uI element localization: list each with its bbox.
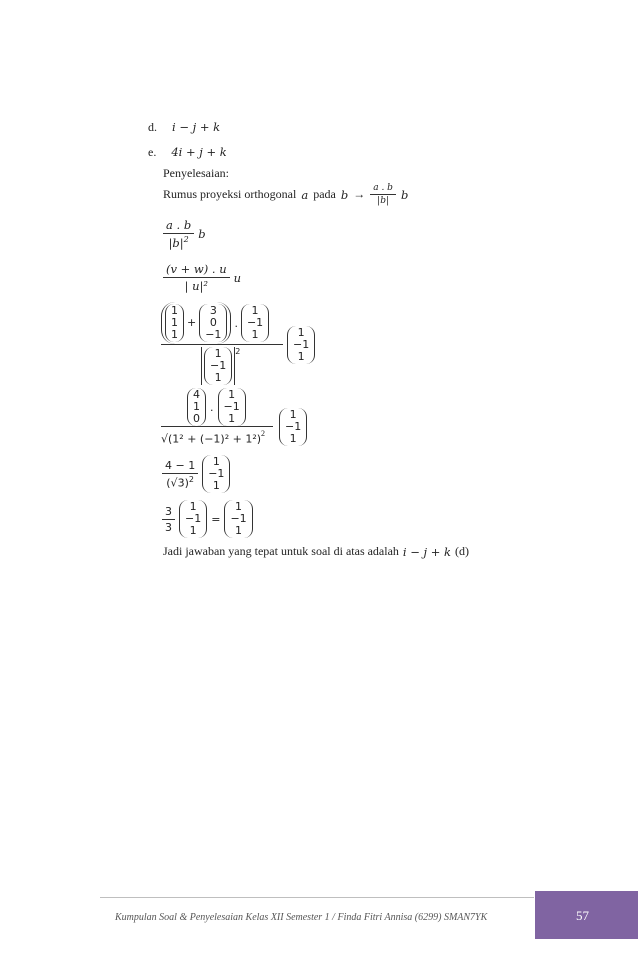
vector-u-den: 1 −1 1 bbox=[204, 347, 232, 385]
vector-u-tail: 1 −1 1 bbox=[287, 326, 315, 364]
footer-divider bbox=[100, 897, 534, 898]
conclusion-expr: i − j + k bbox=[402, 544, 452, 559]
equals-sign: = bbox=[211, 512, 221, 526]
formula-num: a . b bbox=[370, 183, 396, 195]
vector-v: 1 1 1 bbox=[165, 304, 184, 342]
step3-fraction-bar bbox=[161, 344, 283, 345]
step5-num: 4 − 1 bbox=[162, 459, 198, 474]
plus-sign: + bbox=[187, 316, 197, 329]
option-e-expr: 4i + j + k bbox=[171, 145, 227, 159]
page-number: 57 bbox=[576, 908, 589, 923]
option-e bbox=[148, 145, 227, 160]
vector-w: 3 0 −1 bbox=[199, 304, 227, 342]
step1-fraction bbox=[163, 218, 194, 250]
step1-den: |b| bbox=[168, 235, 184, 250]
formula-line bbox=[163, 183, 408, 206]
step6-num: 3 bbox=[162, 505, 175, 520]
conclusion-choice: (d) bbox=[455, 544, 470, 558]
vector-u-step4: 1 −1 1 bbox=[218, 388, 246, 426]
formula-vec-a: a bbox=[301, 187, 309, 202]
footer-text: Kumpulan Soal & Penyelesaian Kelas XII Semester 1 / Finda Fitri Annisa (6299) SMAN7YK bbox=[115, 912, 488, 923]
formula-tail: b bbox=[400, 187, 409, 202]
option-d bbox=[148, 120, 220, 135]
step6-den: 3 bbox=[165, 520, 172, 534]
step5-den: (√3) bbox=[166, 476, 189, 490]
step4-denominator: $√(1^2 + (-1)^2 + 1^2)^2$ bbox=[161, 429, 266, 446]
step1-den-exp: 2 bbox=[183, 235, 189, 244]
option-d-label: d. bbox=[148, 120, 157, 134]
formula-on: pada bbox=[313, 187, 336, 201]
conclusion-text: Jadi jawaban yang tepat untuk soal di atas adalah bbox=[163, 544, 399, 558]
vector-u-step4-tail: 1 −1 1 bbox=[279, 408, 307, 446]
step2-fraction bbox=[163, 262, 230, 293]
step3-norm bbox=[201, 347, 235, 385]
step2-num: (v + w) . u bbox=[163, 262, 230, 278]
dot-sign: . bbox=[234, 316, 238, 330]
step1-num: a . b bbox=[163, 218, 194, 234]
step-6 bbox=[162, 500, 253, 538]
step-1 bbox=[163, 218, 206, 250]
formula-arrow: → bbox=[353, 187, 366, 201]
step3-numerator bbox=[161, 302, 269, 344]
vector-sum: 4 1 0 bbox=[187, 388, 206, 426]
step1-tail: b bbox=[198, 226, 206, 241]
formula-text: Rumus proyeksi orthogonal bbox=[163, 187, 297, 201]
step2-den: | u|² bbox=[184, 279, 209, 293]
option-e-label: e. bbox=[148, 145, 157, 159]
vector-u-num: 1 −1 1 bbox=[241, 304, 269, 342]
step4-fraction-bar bbox=[161, 426, 273, 427]
step-5 bbox=[162, 455, 230, 493]
step4-den: √(1² + (−1)² + 1²) bbox=[161, 432, 262, 446]
step3-exp: 2 bbox=[235, 347, 241, 356]
solution-heading: Penyelesaian: bbox=[163, 166, 229, 180]
step3-denominator bbox=[201, 347, 240, 385]
formula-fraction bbox=[370, 183, 396, 206]
step4-tail bbox=[279, 408, 307, 446]
option-d-expr: i − j + k bbox=[172, 120, 221, 134]
step1-den-wrap bbox=[165, 234, 191, 250]
step3-tail bbox=[287, 326, 315, 364]
step4-numerator: 4 1 0 . 1 −1 1 bbox=[187, 388, 246, 426]
step6-fraction bbox=[162, 505, 175, 534]
step-2 bbox=[163, 262, 241, 293]
vector-u-step5: 1 −1 1 bbox=[202, 455, 230, 493]
step5-fraction bbox=[162, 459, 198, 490]
step5-den-wrap: $(√3)^2$ bbox=[166, 474, 194, 490]
step3-sum-paren bbox=[161, 302, 231, 344]
formula-vec-b: b bbox=[340, 187, 349, 202]
formula-den: |b| bbox=[377, 196, 389, 206]
step-4 bbox=[161, 388, 321, 448]
conclusion bbox=[163, 544, 469, 559]
step-3 bbox=[161, 302, 321, 390]
vector-result: 1 −1 1 bbox=[224, 500, 252, 538]
vector-u-step6: 1 −1 1 bbox=[179, 500, 207, 538]
step2-tail: u bbox=[233, 270, 242, 285]
